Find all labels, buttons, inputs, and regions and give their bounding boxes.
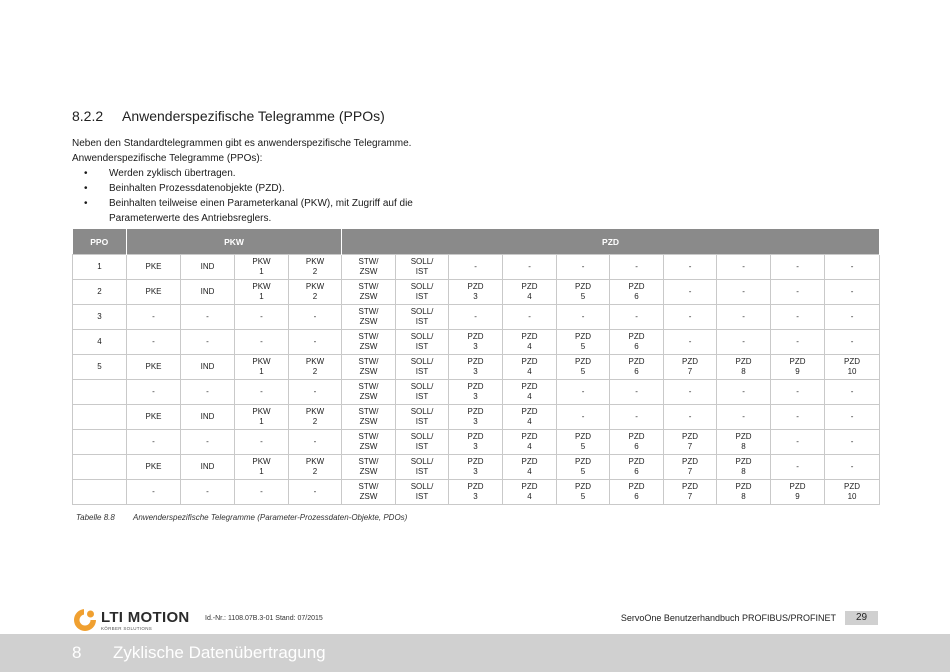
table-cell: -: [289, 480, 342, 505]
table-row: [73, 430, 880, 455]
table-cell: -: [664, 255, 717, 280]
table-cell: PKE: [127, 405, 181, 430]
table-cell: -: [557, 305, 610, 330]
table-cell: STW/ ZSW: [342, 405, 396, 430]
lti-motion-logo: [73, 608, 190, 637]
table-cell: -: [717, 305, 771, 330]
table-cell: PKE: [127, 355, 181, 380]
table-cell: PKE: [127, 455, 181, 480]
table-cell: -: [825, 380, 880, 405]
table-cell: STW/ ZSW: [342, 455, 396, 480]
table-cell: -: [664, 305, 717, 330]
table-cell: -: [449, 305, 503, 330]
table-cell: PZD 5: [557, 430, 610, 455]
table-cell: IND: [181, 280, 235, 305]
table-cell: PKE: [127, 255, 181, 280]
table-cell: -: [289, 430, 342, 455]
table-body: [73, 255, 880, 505]
table-cell: -: [825, 330, 880, 355]
table-cell: -: [127, 480, 181, 505]
logo-wordmark: LTI MOTION: [101, 609, 190, 626]
table-cell: PKW 2: [289, 355, 342, 380]
table-cell: SOLL/ IST: [396, 330, 449, 355]
table-cell: PKW 1: [235, 280, 289, 305]
table-cell: -: [127, 305, 181, 330]
table-cell: PZD 7: [664, 355, 717, 380]
table-row: [73, 455, 880, 480]
chapter-bar: [0, 634, 950, 672]
table-cell: PZD 5: [557, 355, 610, 380]
table-cell: SOLL/ IST: [396, 355, 449, 380]
table-cell: -: [557, 405, 610, 430]
table-cell: SOLL/ IST: [396, 280, 449, 305]
table-cell: SOLL/ IST: [396, 255, 449, 280]
table-cell: PZD 6: [610, 330, 664, 355]
ppo-number-cell: 4: [73, 330, 127, 355]
table-cell: -: [610, 380, 664, 405]
table-cell: PZD 4: [503, 280, 557, 305]
table-cell: -: [825, 455, 880, 480]
table-cell: PZD 3: [449, 380, 503, 405]
table-cell: PZD 4: [503, 455, 557, 480]
chapter-number: 8: [72, 643, 82, 662]
table-cell: -: [717, 255, 771, 280]
table-cell: PKW 2: [289, 455, 342, 480]
table-cell: -: [557, 255, 610, 280]
table-cell: IND: [181, 405, 235, 430]
table-cell: -: [181, 480, 235, 505]
manual-title: ServoOne Benutzerhandbuch PROFIBUS/PROFINET: [620, 613, 836, 623]
table-cell: -: [717, 380, 771, 405]
header-ppo: PPO: [73, 229, 127, 255]
table-cell: -: [181, 430, 235, 455]
table-cell: PZD 6: [610, 455, 664, 480]
table-cell: PZD 3: [449, 430, 503, 455]
table-cell: -: [181, 330, 235, 355]
table-cell: -: [771, 380, 825, 405]
table-cell: PZD 7: [664, 430, 717, 455]
section-number: 8.2.2: [72, 108, 104, 124]
table-cell: PZD 5: [557, 480, 610, 505]
table-cell: PZD 10: [825, 480, 880, 505]
ppo-number-cell: [73, 430, 127, 455]
table-cell: PZD 7: [664, 455, 717, 480]
table-cell: -: [664, 405, 717, 430]
table-cell: PZD 5: [557, 280, 610, 305]
bullet-list: [72, 166, 592, 226]
table-cell: PKW 1: [235, 455, 289, 480]
intro-line-1: Neben den Standardtelegrammen gibt es anwenderspezifische Telegramme.: [72, 138, 412, 149]
table-row: [73, 280, 880, 305]
table-cell: -: [771, 405, 825, 430]
table-cell: SOLL/ IST: [396, 405, 449, 430]
table-cell: SOLL/ IST: [396, 380, 449, 405]
table-cell: -: [235, 380, 289, 405]
table-cell: STW/ ZSW: [342, 255, 396, 280]
table-header-row: [73, 229, 880, 255]
table-cell: PZD 3: [449, 355, 503, 380]
table-row: [73, 330, 880, 355]
ppo-table: [72, 229, 880, 505]
table-cell: PZD 3: [449, 405, 503, 430]
table-cell: -: [610, 405, 664, 430]
document-id: Id.-Nr.: 1108.07B.3-01 Stand: 07/2015: [205, 615, 323, 622]
table-cell: PZD 4: [503, 330, 557, 355]
table-cell: -: [771, 430, 825, 455]
table-cell: -: [127, 330, 181, 355]
table-cell: PZD 9: [771, 355, 825, 380]
table-cell: -: [664, 330, 717, 355]
chapter-title: Zyklische Datenübertragung: [113, 643, 326, 662]
table-cell: -: [610, 305, 664, 330]
caption-text: Anwenderspezifische Telegramme (Parameter-Prozessdaten-Objekte, PDOs): [133, 513, 408, 522]
table-cell: PKW 1: [235, 405, 289, 430]
caption-number: Tabelle 8.8: [76, 513, 115, 522]
table-cell: PZD 3: [449, 480, 503, 505]
table-cell: -: [235, 430, 289, 455]
table-cell: -: [664, 280, 717, 305]
table-cell: -: [825, 255, 880, 280]
table-cell: PZD 7: [664, 480, 717, 505]
table-cell: PZD 4: [503, 380, 557, 405]
ppo-number-cell: 5: [73, 355, 127, 380]
logo-mark-icon: [73, 608, 97, 632]
table-caption: [76, 513, 407, 522]
table-cell: PZD 6: [610, 355, 664, 380]
table-cell: PZD 4: [503, 355, 557, 380]
table-cell: PZD 8: [717, 430, 771, 455]
table-cell: PZD 3: [449, 280, 503, 305]
bullet-item: • Beinhalten Prozessdatenobjekte (PZD).: [72, 181, 592, 196]
table-cell: PZD 4: [503, 405, 557, 430]
table-cell: STW/ ZSW: [342, 355, 396, 380]
table-cell: PZD 8: [717, 355, 771, 380]
ppo-number-cell: [73, 480, 127, 505]
bullet-item: • Werden zyklisch übertragen.: [72, 166, 592, 181]
table-cell: -: [771, 330, 825, 355]
table-cell: SOLL/ IST: [396, 430, 449, 455]
table-cell: -: [771, 255, 825, 280]
table-cell: -: [235, 480, 289, 505]
table-cell: PZD 8: [717, 455, 771, 480]
table-cell: PZD 5: [557, 330, 610, 355]
table-cell: -: [664, 380, 717, 405]
table-row: [73, 355, 880, 380]
table-cell: -: [289, 305, 342, 330]
ppo-number-cell: [73, 455, 127, 480]
table-cell: -: [449, 255, 503, 280]
table-row: [73, 380, 880, 405]
table-cell: PKW 2: [289, 280, 342, 305]
table-cell: SOLL/ IST: [396, 305, 449, 330]
table-cell: -: [181, 380, 235, 405]
table-cell: PKE: [127, 280, 181, 305]
table-cell: -: [825, 405, 880, 430]
table-cell: PKW 2: [289, 405, 342, 430]
table-cell: PKW 2: [289, 255, 342, 280]
page-number: 29: [845, 611, 878, 625]
section-title: Anwenderspezifische Telegramme (PPOs): [122, 108, 385, 124]
table-cell: -: [717, 405, 771, 430]
table-cell: SOLL/ IST: [396, 455, 449, 480]
table-cell: PZD 9: [771, 480, 825, 505]
table-cell: -: [127, 380, 181, 405]
table-cell: -: [771, 455, 825, 480]
table-cell: PKW 1: [235, 255, 289, 280]
table-cell: IND: [181, 255, 235, 280]
table-row: [73, 405, 880, 430]
intro-line-2: Anwenderspezifische Telegramme (PPOs):: [72, 153, 263, 164]
table-cell: -: [235, 330, 289, 355]
table-cell: -: [610, 255, 664, 280]
table-cell: PZD 10: [825, 355, 880, 380]
header-pkw: PKW: [127, 229, 342, 255]
logo-subline: KÖRBER SOLUTIONS: [101, 626, 153, 631]
table-cell: STW/ ZSW: [342, 480, 396, 505]
table-cell: -: [825, 305, 880, 330]
header-pzd: PZD: [342, 229, 880, 255]
table-cell: PZD 4: [503, 430, 557, 455]
table-cell: PZD 3: [449, 455, 503, 480]
table-cell: -: [235, 305, 289, 330]
table-cell: PZD 6: [610, 430, 664, 455]
table-row: [73, 255, 880, 280]
table-cell: -: [289, 330, 342, 355]
ppo-number-cell: [73, 405, 127, 430]
table-cell: STW/ ZSW: [342, 330, 396, 355]
section-heading: [72, 108, 385, 124]
table-row: [73, 305, 880, 330]
table-cell: -: [771, 305, 825, 330]
table-cell: -: [289, 380, 342, 405]
table-cell: PKW 1: [235, 355, 289, 380]
table-cell: -: [825, 430, 880, 455]
table-cell: STW/ ZSW: [342, 305, 396, 330]
table-cell: STW/ ZSW: [342, 280, 396, 305]
table-cell: IND: [181, 355, 235, 380]
table-cell: -: [717, 330, 771, 355]
table-cell: -: [771, 280, 825, 305]
table-cell: -: [503, 255, 557, 280]
intro-text: [72, 136, 592, 226]
ppo-number-cell: 2: [73, 280, 127, 305]
ppo-number-cell: [73, 380, 127, 405]
table-cell: SOLL/ IST: [396, 480, 449, 505]
ppo-number-cell: 3: [73, 305, 127, 330]
table-cell: PZD 4: [503, 480, 557, 505]
table-cell: PZD 5: [557, 455, 610, 480]
table-cell: PZD 8: [717, 480, 771, 505]
table-cell: PZD 3: [449, 330, 503, 355]
table-cell: IND: [181, 455, 235, 480]
bullet-item: • Beinhalten teilweise einen Parameterkanal (PKW), mit Zugriff auf die Parameterwerte des Antriebsreglers.: [72, 196, 429, 226]
table-cell: STW/ ZSW: [342, 380, 396, 405]
table-cell: STW/ ZSW: [342, 430, 396, 455]
table-cell: -: [825, 280, 880, 305]
ppo-number-cell: 1: [73, 255, 127, 280]
table-cell: -: [557, 380, 610, 405]
table-cell: -: [717, 280, 771, 305]
table-cell: -: [503, 305, 557, 330]
table-cell: PZD 6: [610, 280, 664, 305]
table-cell: -: [181, 305, 235, 330]
table-cell: -: [127, 430, 181, 455]
table-row: [73, 480, 880, 505]
table-cell: PZD 6: [610, 480, 664, 505]
